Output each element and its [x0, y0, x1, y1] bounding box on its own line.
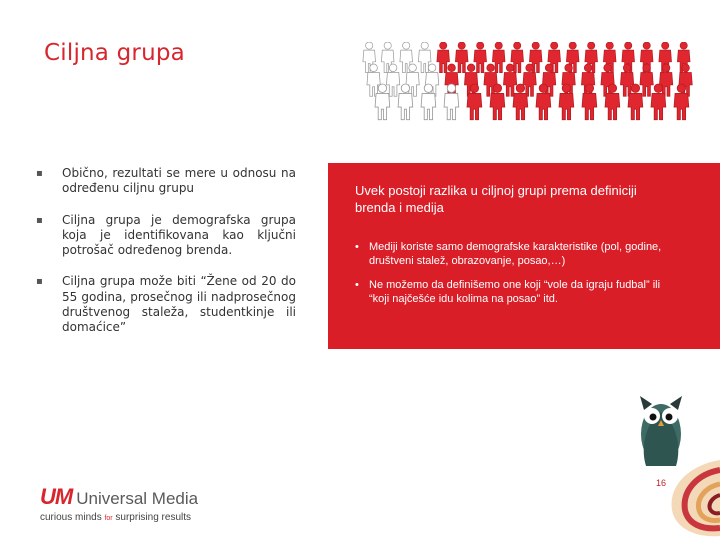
person-figure — [367, 64, 380, 96]
list-item — [36, 166, 296, 197]
list-item — [355, 240, 675, 268]
company-logo — [40, 484, 199, 523]
bullet-text: Obično, rezultati se mere u odnosu na određenu ciljnu grupu — [62, 166, 296, 196]
list-item — [36, 213, 296, 259]
bullet-icon: ▪ — [36, 276, 43, 288]
list-item — [355, 278, 675, 306]
highlight-box — [328, 163, 720, 349]
logo-tagline — [40, 512, 191, 523]
highlight-bullet-list — [355, 240, 675, 316]
tagline-part: curious minds — [40, 512, 105, 523]
bullet-text: Ne možemo da definišemo one koji “vole da igraju fudbal” ili “koji najčešće idu kolima na posao” itd. — [369, 279, 661, 305]
tagline-part: surprising results — [112, 512, 191, 523]
person-figure — [474, 42, 487, 73]
person-figure — [455, 42, 468, 73]
bullet-icon: ▪ — [36, 214, 43, 226]
bullet-icon: • — [355, 241, 359, 253]
page-number: 16 — [656, 478, 667, 488]
bullet-text: Mediji koriste samo demografske karakteristike (pol, godine, društveni stalež, obrazovanje, posao,…) — [369, 241, 662, 267]
person-figure — [640, 64, 653, 96]
person-figure — [605, 84, 620, 120]
logo-name: Universal Media — [76, 489, 199, 508]
highlight-heading: Uvek postoji razlika u ciljnoj grupi prema definiciji brenda i medija — [355, 183, 637, 215]
bullet-icon: ▪ — [36, 168, 43, 179]
person-figure — [444, 84, 459, 120]
left-bullet-list — [36, 166, 296, 352]
bullet-icon: • — [355, 279, 359, 291]
bullet-text: Ciljna grupa može biti “Žene od 20 do 55 godina, prosečnog ili nadprosečnog društvenog staleža, studentkinje ili domaćice” — [62, 274, 296, 335]
tagline-for: for — [104, 515, 113, 522]
slide-title: Ciljna grupa — [44, 40, 185, 66]
logo-mark: UM — [40, 484, 73, 509]
list-item — [36, 274, 296, 335]
owl-icon — [632, 392, 690, 470]
bullet-text: Ciljna grupa je demografska grupa koja je identifikovana kao ključni potrošač određenog brenda. — [62, 212, 296, 258]
people-crowd-icon — [360, 42, 695, 124]
person-figure — [536, 84, 551, 120]
